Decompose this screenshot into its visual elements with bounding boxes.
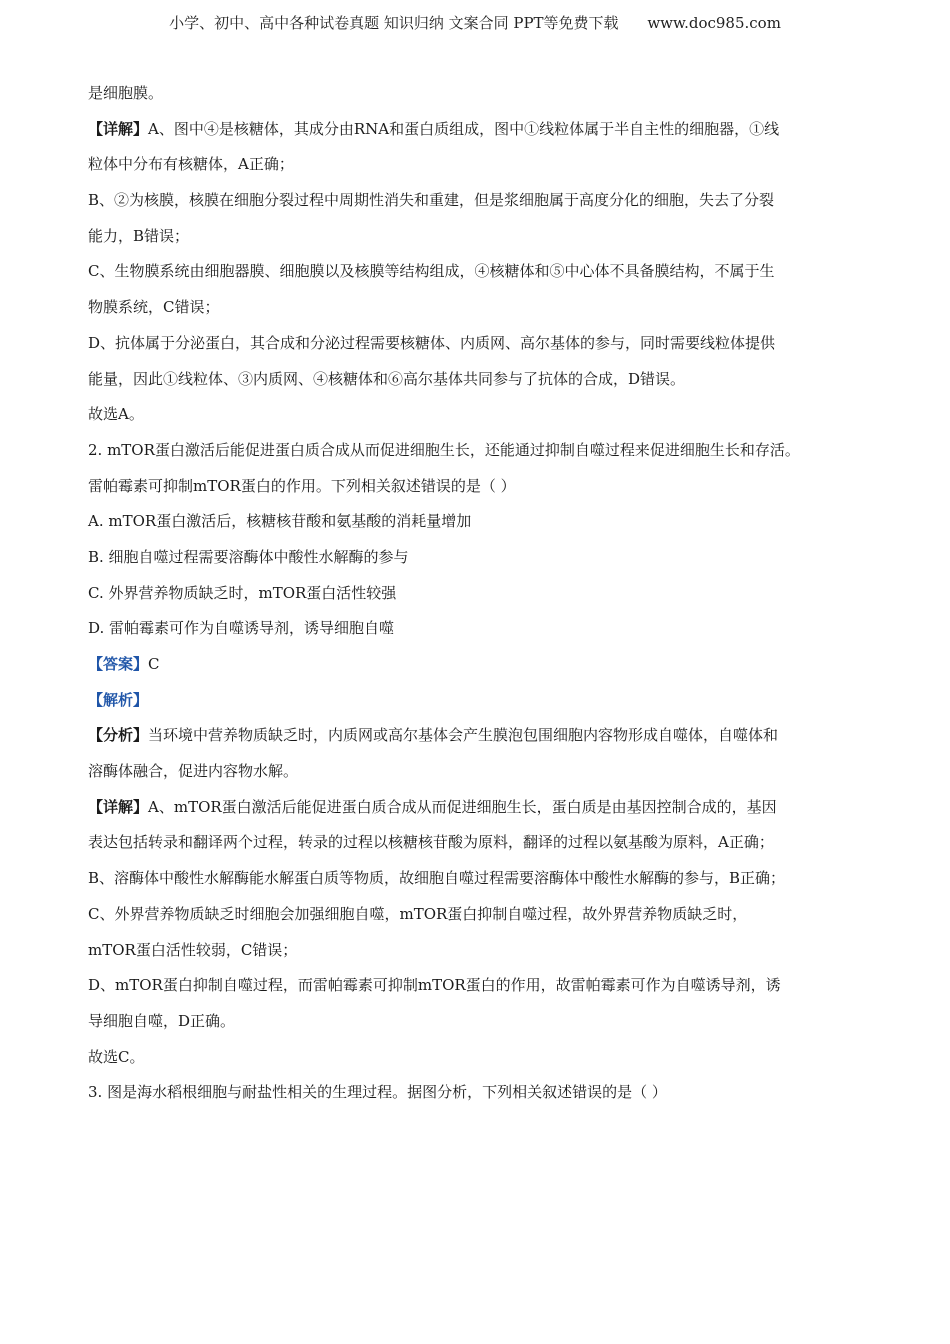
header-text: 小学、初中、高中各种试卷真题 知识归纳 文案合同 PPT等免费下载: [169, 14, 619, 32]
line-text: C、外界营养物质缺乏时细胞会加强细胞自噬，mTOR蛋白抑制自噬过程，故外界营养物质缺乏时，: [88, 904, 748, 923]
text-line: [88, 254, 878, 290]
header-site-link[interactable]: www.doc985.com: [647, 14, 781, 32]
line-text: A. mTOR蛋白激活后，核糖核苷酸和氨基酸的消耗量增加: [88, 512, 472, 531]
text-line: [88, 540, 878, 576]
line-text: 表达包括转录和翻译两个过程，转录的过程以核糖核苷酸为原料，翻译的过程以氨基酸为原料，A正确；: [88, 833, 774, 852]
section-tag: 【详解】: [88, 119, 149, 138]
line-text: 导细胞自噬，D正确。: [88, 1011, 236, 1030]
text-line: [88, 433, 878, 469]
line-text: B、②为核膜，核膜在细胞分裂过程中周期性消失和重建，但是浆细胞属于高度分化的细胞，失去了分裂: [88, 191, 775, 210]
text-line: [88, 397, 878, 433]
answer-tag: 【解析】: [88, 690, 149, 709]
document-body: [88, 76, 878, 1111]
text-line: [88, 861, 878, 897]
line-text: 雷帕霉素可抑制mTOR蛋白的作用。下列相关叙述错误的是（ ）: [88, 476, 516, 495]
text-line: [88, 933, 878, 969]
text-line: [88, 183, 878, 219]
text-line: [88, 968, 878, 1004]
line-text: C: [148, 655, 160, 673]
text-line: [88, 290, 878, 326]
line-text: 溶酶体融合，促进内容物水解。: [88, 762, 299, 781]
line-text: 物膜系统，C错误；: [88, 298, 220, 317]
text-line: [88, 219, 878, 255]
line-text: A、mTOR蛋白激活后能促进蛋白质合成从而促进细胞生长，蛋白质是由基因控制合成的，基因: [148, 797, 777, 816]
line-text: 2. mTOR蛋白激活后能促进蛋白质合成从而促进细胞生长，还能通过抑制自噬过程来促进细胞生长和存活。: [88, 440, 800, 459]
line-text: 故选A。: [88, 405, 144, 424]
line-text: D、mTOR蛋白抑制自噬过程，而雷帕霉素可抑制mTOR蛋白的作用，故雷帕霉素可作为自噬诱导剂，诱: [88, 976, 781, 995]
line-text: C、生物膜系统由细胞器膜、细胞膜以及核膜等结构组成，④核糖体和⑤中心体不具备膜结构，不属于生: [88, 262, 775, 281]
line-text: C. 外界营养物质缺乏时，mTOR蛋白活性较强: [88, 583, 397, 602]
line-text: 当环境中营养物质缺乏时，内质网或高尔基体会产生膜泡包围细胞内容物形成自噬体，自噬体和: [148, 726, 779, 745]
line-text: A、图中④是核糖体，其成分由RNA和蛋白质组成，图中①线粒体属于半自主性的细胞器，①线: [148, 119, 780, 138]
text-line: [88, 611, 878, 647]
text-line: [88, 1040, 878, 1076]
text-line: [88, 1075, 878, 1111]
text-line: [88, 326, 878, 362]
text-line: [88, 576, 878, 612]
page-header: [0, 12, 950, 34]
line-text: B、溶酶体中酸性水解酶能水解蛋白质等物质，故细胞自噬过程需要溶酶体中酸性水解酶的参与，B正确；: [88, 869, 786, 888]
text-line: [88, 683, 878, 719]
text-line: [88, 897, 878, 933]
line-text: mTOR蛋白活性较弱，C错误；: [88, 940, 298, 959]
line-text: 能力，B错误；: [88, 226, 190, 245]
text-line: [88, 754, 878, 790]
line-text: 3. 图是海水稻根细胞与耐盐性相关的生理过程。据图分析，下列相关叙述错误的是（ ）: [88, 1083, 667, 1102]
text-line: [88, 469, 878, 505]
text-line: [88, 647, 878, 683]
line-text: 能量，因此①线粒体、③内质网、④核糖体和⑥高尔基体共同参与了抗体的合成，D错误。: [88, 369, 686, 388]
section-tag: 【分析】: [88, 726, 149, 745]
line-text: 粒体中分布有核糖体，A正确；: [88, 155, 294, 174]
text-line: [88, 825, 878, 861]
text-line: [88, 718, 878, 754]
line-text: 故选C。: [88, 1047, 145, 1066]
text-line: [88, 504, 878, 540]
text-line: [88, 76, 878, 112]
text-line: [88, 1004, 878, 1040]
answer-tag: 【答案】: [88, 655, 149, 673]
text-line: [88, 112, 878, 148]
text-line: [88, 147, 878, 183]
line-text: B. 细胞自噬过程需要溶酶体中酸性水解酶的参与: [88, 547, 409, 566]
text-line: [88, 790, 878, 826]
section-tag: 【详解】: [88, 797, 149, 816]
line-text: D. 雷帕霉素可作为自噬诱导剂，诱导细胞自噬: [88, 619, 395, 638]
line-text: D、抗体属于分泌蛋白，其合成和分泌过程需要核糖体、内质网、高尔基体的参与，同时需要线粒体提供: [88, 333, 776, 352]
line-text: 是细胞膜。: [88, 84, 164, 102]
text-line: [88, 362, 878, 398]
